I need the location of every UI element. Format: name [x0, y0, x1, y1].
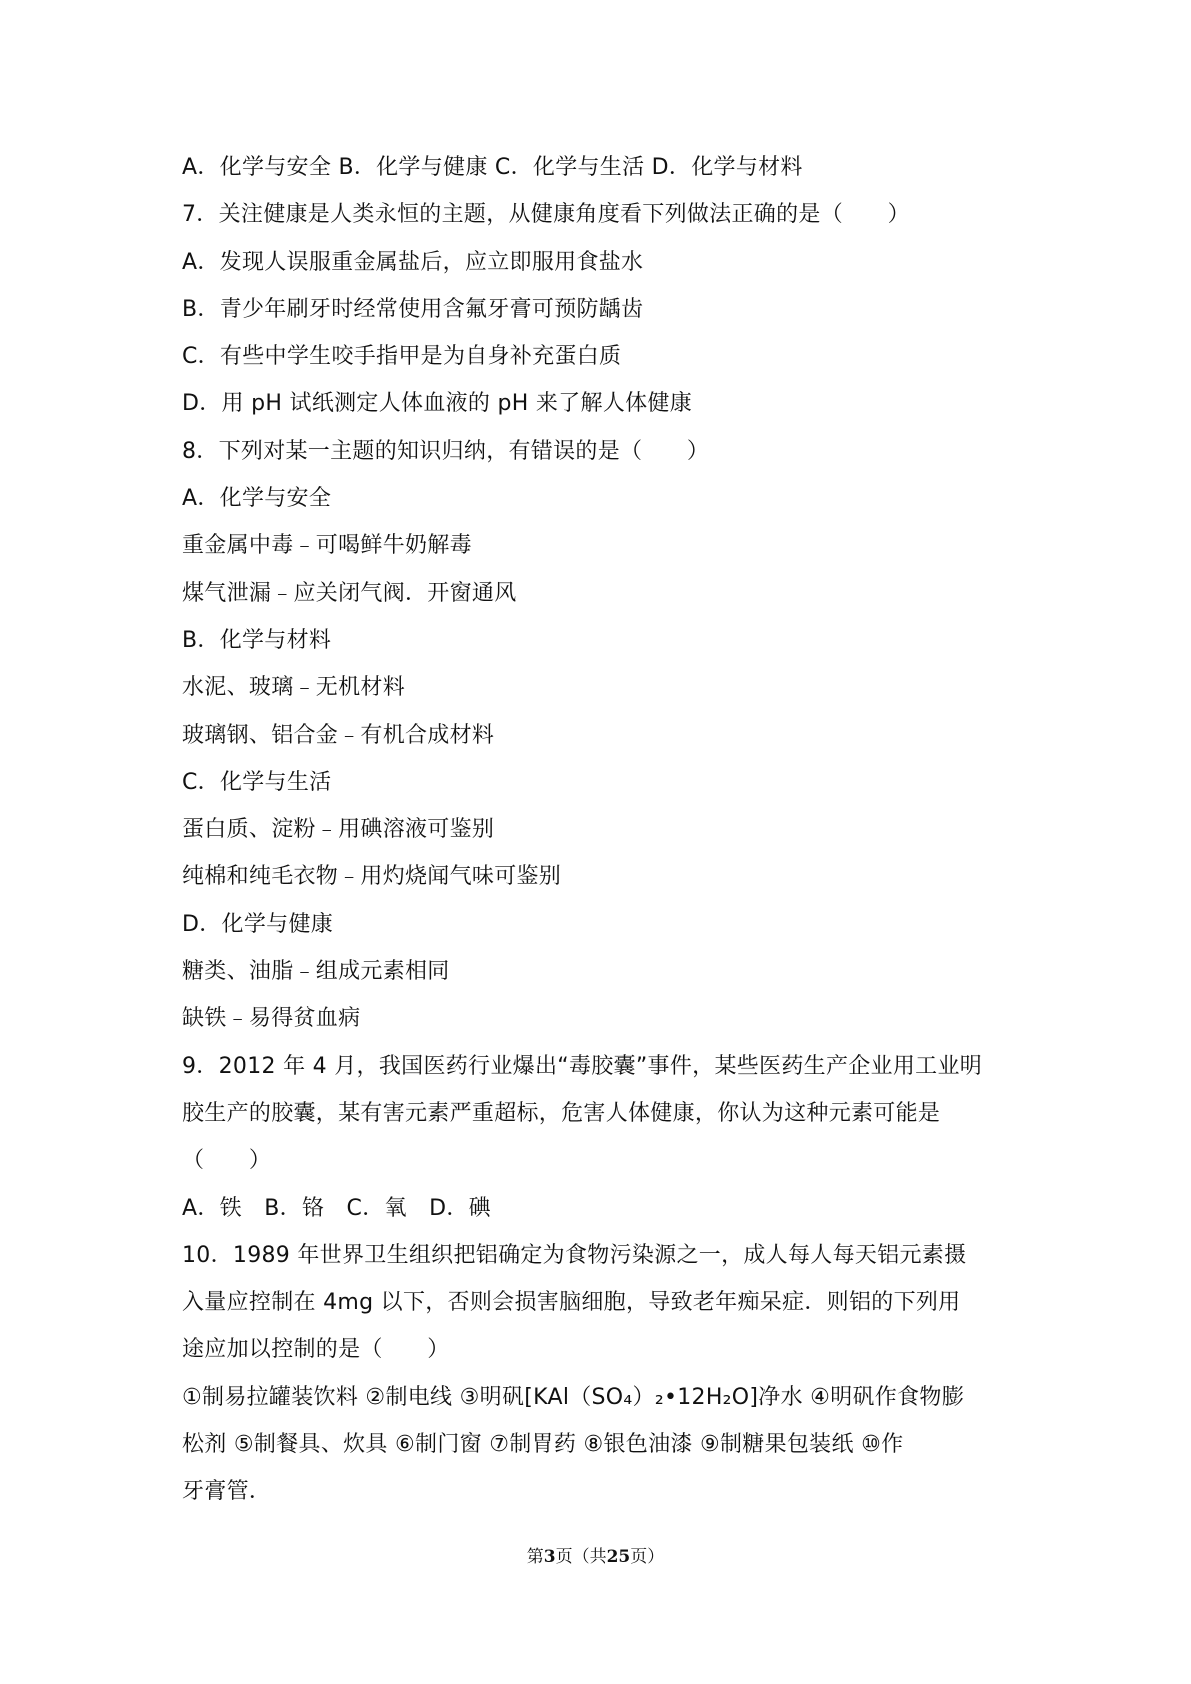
- question-7-option-a: A．发现人误服重金属盐后，应立即服用食盐水: [182, 249, 644, 275]
- text-line: 糖类、油脂﹣组成元素相同: [182, 959, 450, 985]
- text-line: 蛋白质、淀粉﹣用碘溶液可鉴别: [182, 817, 495, 843]
- text-line: 煤气泄漏﹣应关闭气阀．开窗通风: [182, 580, 517, 606]
- footer-suffix: 页）: [630, 1547, 665, 1567]
- question-10-stem: 途应加以控制的是（ ）: [182, 1337, 450, 1363]
- question-8-option-a: A．化学与安全: [182, 486, 332, 512]
- question-10-items: ①制易拉罐装饮料 ②制电线 ③明矾[KAl（SO₄）₂•12H₂O]净水 ④明矾作食物膨: [182, 1384, 965, 1410]
- question-10-items: 牙膏管．: [182, 1479, 272, 1505]
- text-line: A．化学与安全 B．化学与健康 C．化学与生活 D．化学与材料: [182, 155, 803, 180]
- total-pages: 25: [606, 1547, 631, 1567]
- question-9-stem: 9．2012 年 4 月，我国医药行业爆出“毒胶囊”事件，某些医药生产企业用工业明: [182, 1053, 983, 1079]
- question-10-items: 松剂 ⑤制餐具、炊具 ⑥制门窗 ⑦制胃药 ⑧银色油漆 ⑨制糖果包装纸 ⑩作: [182, 1432, 904, 1458]
- question-9-stem: （ ）: [182, 1148, 272, 1174]
- footer-prefix: 第: [526, 1547, 544, 1567]
- text-line: 纯棉和纯毛衣物﹣用灼烧闻气味可鉴别: [182, 864, 562, 890]
- page-number: 3: [543, 1547, 556, 1567]
- question-7-stem: 7．关注健康是人类永恒的主题，从健康角度看下列做法正确的是（ ）: [182, 202, 910, 228]
- question-7-option-c: C．有些中学生咬手指甲是为自身补充蛋白质: [182, 344, 622, 370]
- text-line: 水泥、玻璃﹣无机材料: [182, 675, 406, 701]
- question-10-stem: 10．1989 年世界卫生组织把铝确定为食物污染源之一，成人每人每天铝元素摄: [182, 1242, 967, 1268]
- question-9-options: A．铁 B．铬 C．氧 D．碘: [182, 1195, 491, 1221]
- question-8-option-b: B．化学与材料: [182, 627, 332, 653]
- question-8-option-d: D．化学与健康: [182, 911, 334, 937]
- page-footer: [0, 1542, 1191, 1567]
- question-8-stem: 8．下列对某一主题的知识归纳，有错误的是（ ）: [182, 438, 710, 464]
- question-10-stem: 入量应控制在 4mg 以下，否则会损害脑细胞，导致老年痴呆症．则铝的下列用: [182, 1290, 961, 1316]
- footer-middle: 页（共: [555, 1547, 607, 1567]
- question-9-stem: 胶生产的胶囊，某有害元素严重超标，危害人体健康，你认为这种元素可能是: [182, 1100, 941, 1126]
- question-8-option-c: C．化学与生活: [182, 769, 332, 795]
- text-line: 玻璃钢、铝合金﹣有机合成材料: [182, 722, 495, 748]
- question-7-option-d: D．用 pH 试纸测定人体血液的 pH 来了解人体健康: [182, 391, 693, 417]
- text-line: 重金属中毒﹣可喝鲜牛奶解毒: [182, 533, 472, 559]
- text-line: 缺铁﹣易得贫血病: [182, 1006, 361, 1032]
- document-body: [182, 144, 1022, 1516]
- question-7-option-b: B．青少年刷牙时经常使用含氟牙膏可预防龋齿: [182, 296, 644, 322]
